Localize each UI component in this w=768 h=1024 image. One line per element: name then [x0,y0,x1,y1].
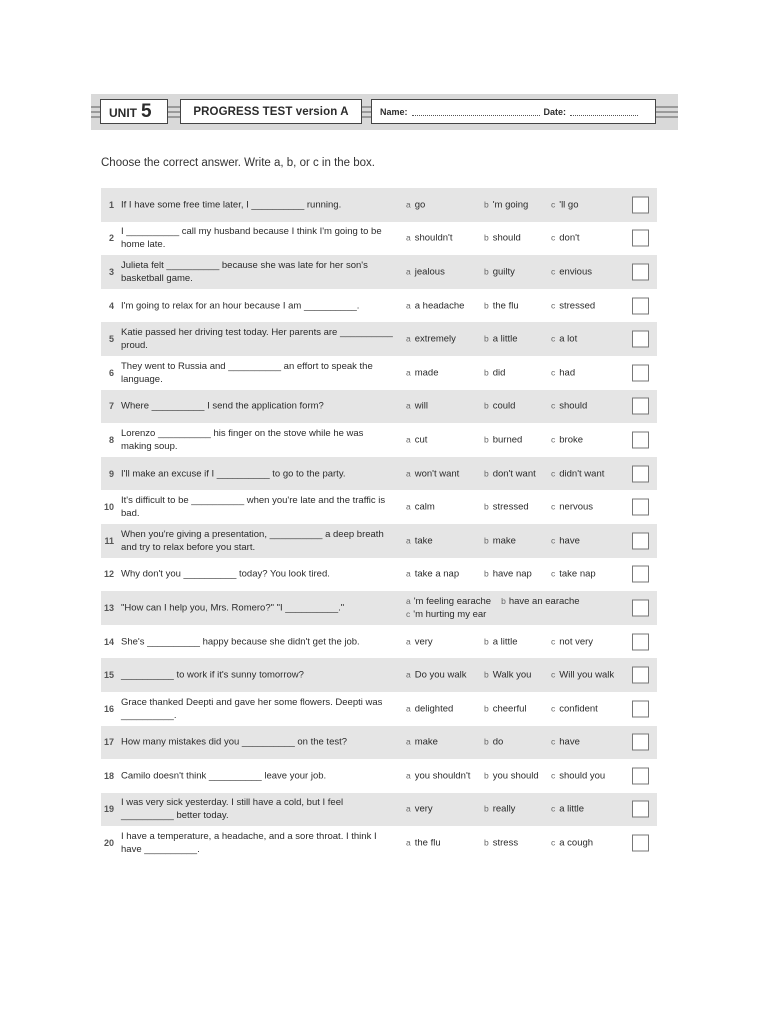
answer-box[interactable] [632,499,649,516]
answer-option-a [406,770,470,781]
answer-option-a [406,703,453,714]
question-number: 12 [103,569,114,580]
option-b-text: burned [492,434,523,446]
option-letter: c [551,535,556,546]
answer-option-c [551,502,593,513]
option-a-text: 'm feeling earache [413,595,492,607]
answer-option-b [484,535,516,546]
question-number: 15 [103,670,114,681]
option-letter: b [484,669,489,680]
option-b-text: did [492,367,506,379]
option-c-text: should [559,400,588,412]
answer-option-a [406,535,433,546]
answer-option-b [484,199,528,210]
question-text: Katie passed her driving test today. Her parents are __________ proud. [121,327,393,352]
option-b-text: don't want [492,468,536,480]
option-letter: a [406,434,411,445]
date-field[interactable] [570,107,638,116]
unit-badge [100,99,168,124]
question-text: Camilo doesn't think __________ leave your job. [121,770,327,782]
answer-box[interactable] [632,801,649,818]
option-b-text: stress [492,837,519,849]
option-letter: c [551,232,556,243]
option-a-text: Do you walk [414,669,467,681]
answer-box[interactable] [632,599,649,616]
option-letter: b [484,367,489,378]
option-a-text: extremely [414,333,456,345]
test-title: PROGRESS TEST version A [193,105,349,118]
unit-label: UNIT [109,106,137,120]
answer-option-c [551,266,592,277]
answer-option-a [406,670,466,681]
answer-option-a [406,401,428,412]
option-c-text: should you [559,770,606,782]
answer-option-b [484,804,515,815]
option-letter: a [406,400,411,411]
answer-option-a [406,434,427,445]
option-b-text: could [492,400,516,412]
question-row [101,490,657,524]
question-row [101,255,657,289]
option-letter: c [551,636,556,647]
question-text: __________ to work if it's sunny tomorrow? [121,669,304,681]
option-letter: a [406,736,411,747]
option-b-text: the flu [492,300,519,312]
option-letter: c [551,501,556,512]
question-text: Where __________ I send the application form? [121,400,324,412]
answer-option-a [406,468,459,479]
option-letter: b [484,232,489,243]
option-letter: b [484,199,489,210]
answer-box[interactable] [632,431,649,448]
option-a-text: shouldn't [414,232,453,244]
question-row [101,457,657,491]
question-number: 11 [104,535,114,546]
answer-option-a [406,334,456,345]
answer-box[interactable] [632,364,649,381]
option-letter: a [406,636,411,647]
option-letter: c [551,367,556,378]
answer-option-c [551,636,593,647]
answer-box[interactable] [632,767,649,784]
question-number: 16 [103,703,114,714]
question-row [101,356,657,390]
answer-option-b [484,636,518,647]
answer-box[interactable] [632,566,649,583]
option-letter: b [484,636,489,647]
answer-option-a [406,233,452,244]
option-letter: b [484,803,489,814]
question-number: 8 [108,434,114,445]
question-text: I was very sick yesterday. I still have a cold, but I feel __________ better today. [121,797,344,822]
answer-option-c [551,804,584,815]
answer-option-c [551,569,596,580]
answer-option-b [484,569,532,580]
option-a-text: a headache [414,300,465,312]
option-b-text: make [492,535,516,547]
option-letter: c [551,434,556,445]
option-a-text: the flu [414,837,441,849]
question-number: 4 [108,300,114,311]
answer-option-c [551,737,580,748]
answer-option-c [551,434,583,445]
option-c-text: envious [559,266,592,278]
option-letter: c [551,568,556,579]
answer-option-b [484,266,515,277]
question-text: I __________ call my husband because I think I'm going to be home late. [121,226,382,251]
answer-option-a [406,838,441,849]
option-c-text: a cough [559,837,594,849]
option-letter: a [406,595,411,606]
option-c-text: a little [559,803,585,815]
question-row [101,726,657,760]
answer-box[interactable] [632,331,649,348]
option-c-text: Will you walk [559,669,615,681]
answer-option-a [406,636,433,647]
option-letter: b [484,568,489,579]
option-c-text: nervous [559,501,594,513]
answer-option-c [551,334,577,345]
question-row [101,826,657,860]
option-letter: a [406,501,411,512]
question-number: 3 [108,266,114,277]
option-letter: a [406,770,411,781]
name-label: Name: [380,106,408,117]
question-number: 19 [103,804,114,815]
option-letter: a [406,468,411,479]
answer-option-c [551,199,579,210]
question-number: 7 [108,401,114,412]
option-letter: c [551,468,556,479]
question-text: She's __________ happy because she didn't get the job. [121,636,360,648]
answer-option-b [484,334,518,345]
question-row [101,793,657,827]
instructions: Choose the correct answer. Write a, b, or c in the box. [101,157,376,169]
answer-option-c [551,367,575,378]
answer-option-a [406,804,433,815]
question-row [101,222,657,256]
question-text: "How can I help you, Mrs. Romero?" "I __________." [121,602,345,614]
answer-option-c [551,770,605,781]
answer-option-b [484,468,536,479]
answer-option-a [406,300,464,311]
option-c-text: 'll go [559,199,579,211]
option-letter: c [551,333,556,344]
option-letter: b [484,434,489,445]
option-c-text: had [559,367,576,379]
option-b-text: should [492,232,521,244]
option-letter: a [406,669,411,680]
question-text: Julieta felt __________ because she was late for her son's basketball game. [121,259,368,284]
question-row [101,558,657,592]
question-row [101,658,657,692]
option-a-text: go [414,199,426,211]
question-text: How many mistakes did you __________ on the test? [121,736,348,748]
option-c-text: confident [559,703,598,715]
question-number: 18 [103,770,114,781]
option-c-text: 'm hurting my ear [413,608,487,620]
question-text: If I have some free time later, I __________ running. [121,199,342,211]
option-b-text: guilty [492,266,515,278]
option-b-text: Walk you [492,669,532,681]
answer-option-a [406,569,459,580]
answer-option-a [406,266,445,277]
option-b-text: 'm going [492,199,529,211]
option-letter: a [406,568,411,579]
option-a-text: make [414,736,438,748]
date-label: Date: [543,106,567,117]
answer-option-b [484,434,522,445]
option-a-text: very [414,636,433,648]
option-c-text: not very [559,636,594,648]
option-a-text: made [414,367,439,379]
answer-option-c [551,468,604,479]
option-c-text: don't [559,232,580,244]
question-text: I'm going to relax for an hour because I am __________. [121,300,360,312]
option-a-text: take [414,535,433,547]
option-letter: b [501,595,506,606]
question-number: 10 [103,502,114,513]
question-row [101,524,657,558]
answer-box[interactable] [632,263,649,280]
option-letter: a [406,367,411,378]
answer-box[interactable] [632,532,649,549]
answer-box[interactable] [632,465,649,482]
question-row [101,625,657,659]
test-title-box [180,99,362,124]
question-text: Lorenzo __________ his finger on the stove while he was making soup. [121,427,364,452]
question-number: 6 [108,367,114,378]
question-text: When you're giving a presentation, __________ a deep breath and try to relax before you start. [121,528,384,553]
option-c-text: a lot [559,333,578,345]
option-letter: a [406,837,411,848]
answer-option-c [551,838,593,849]
option-letter: a [406,333,411,344]
answer-option-c [551,535,580,546]
option-letter: b [484,535,489,546]
question-row [101,423,657,457]
option-letter: a [406,266,411,277]
question-text: I have a temperature, a headache, and a sore throat. I think I have __________. [121,831,377,856]
unit-number: 5 [141,100,152,122]
answer-box[interactable] [632,196,649,213]
option-b-text: have an earache [508,595,580,607]
question-number: 13 [103,602,114,613]
answer-box[interactable] [632,700,649,717]
option-letter: a [406,232,411,243]
option-letter: b [484,300,489,311]
answer-option-b [484,502,529,513]
option-letter: a [406,703,411,714]
answer-option-b [484,737,503,748]
name-field[interactable] [412,107,540,116]
answer-options [406,595,580,621]
answer-option-b [484,300,519,311]
option-a-text: delighted [414,703,454,715]
answer-option-a [406,502,435,513]
option-a-text: you shouldn't [414,770,471,782]
option-c-text: broke [559,434,584,446]
question-number: 9 [108,468,114,479]
question-number: 20 [103,838,114,849]
option-b-text: really [492,803,516,815]
question-number: 5 [108,334,114,345]
option-c-text: stressed [559,300,596,312]
question-row [101,289,657,323]
option-a-text: won't want [414,468,460,480]
question-text: Why don't you __________ today? You look tired. [121,568,330,580]
option-letter: c [551,669,556,680]
option-letter: b [484,736,489,747]
question-row [101,188,657,222]
option-b-text: do [492,736,504,748]
answer-box[interactable] [632,633,649,650]
option-letter: a [406,535,411,546]
option-c-text: have [559,736,580,748]
option-letter: b [484,333,489,344]
question-number: 14 [103,636,114,647]
option-c-text: take nap [559,568,596,580]
option-letter: c [551,199,556,210]
question-row [101,591,657,625]
answer-option-a [406,367,439,378]
option-letter: a [406,300,411,311]
option-a-text: jealous [414,266,445,278]
option-letter: c [551,803,556,814]
option-b-text: have nap [492,568,532,580]
option-letter: c [551,703,556,714]
answer-option-b [484,401,515,412]
answer-option-c [551,300,595,311]
question-row [101,390,657,424]
question-number: 2 [108,233,114,244]
answer-option-b [484,367,505,378]
option-letter: c [551,400,556,411]
option-a-text: take a nap [414,568,460,580]
answer-option-c [551,670,614,681]
option-letter: a [406,803,411,814]
option-letter: c [551,736,556,747]
answer-option-b [484,670,531,681]
option-c-text: have [559,535,580,547]
question-row [101,759,657,793]
option-letter: b [484,400,489,411]
answer-box[interactable] [632,230,649,247]
answer-option-c [551,401,587,412]
option-letter: b [484,770,489,781]
question-number: 1 [108,199,114,210]
question-text: It's difficult to be __________ when you're late and the traffic is bad. [121,495,386,520]
answer-box[interactable] [632,734,649,751]
option-b-text: a little [492,636,518,648]
answer-option-a [406,737,438,748]
answer-option-c [551,703,598,714]
option-a-text: calm [414,501,435,513]
option-a-text: cut [414,434,428,446]
answer-option-b [484,233,521,244]
question-row [101,692,657,726]
answer-option-b [484,770,539,781]
option-letter: b [484,703,489,714]
option-letter: c [551,770,556,781]
option-letter: c [551,837,556,848]
option-b-text: cheerful [492,703,527,715]
option-letter: c [551,300,556,311]
option-letter: b [484,501,489,512]
option-c-text: didn't want [559,468,605,480]
answer-option-b [484,838,518,849]
answer-box[interactable] [632,398,649,415]
option-b-text: a little [492,333,518,345]
option-letter: b [484,468,489,479]
answer-option-a [406,199,425,210]
answer-option-c [551,233,580,244]
question-text: I'll make an excuse if I __________ to go to the party. [121,468,346,480]
answer-option-b [484,703,527,714]
question-text: Grace thanked Deepti and gave her some flowers. Deepti was __________. [121,696,383,721]
option-letter: a [406,199,411,210]
option-letter: b [484,266,489,277]
student-info-box [371,99,656,124]
answer-box[interactable] [632,297,649,314]
test-header [91,94,678,130]
question-list [101,188,657,860]
answer-box[interactable] [632,667,649,684]
option-b-text: stressed [492,501,529,513]
option-letter: b [484,837,489,848]
answer-box[interactable] [632,835,649,852]
question-text: They went to Russia and __________ an effort to speak the language. [121,360,373,385]
question-row [101,322,657,356]
option-letter: c [551,266,556,277]
question-number: 17 [103,737,114,748]
option-a-text: very [414,803,433,815]
option-b-text: you should [492,770,539,782]
option-letter: c [406,608,411,619]
option-a-text: will [414,400,428,412]
